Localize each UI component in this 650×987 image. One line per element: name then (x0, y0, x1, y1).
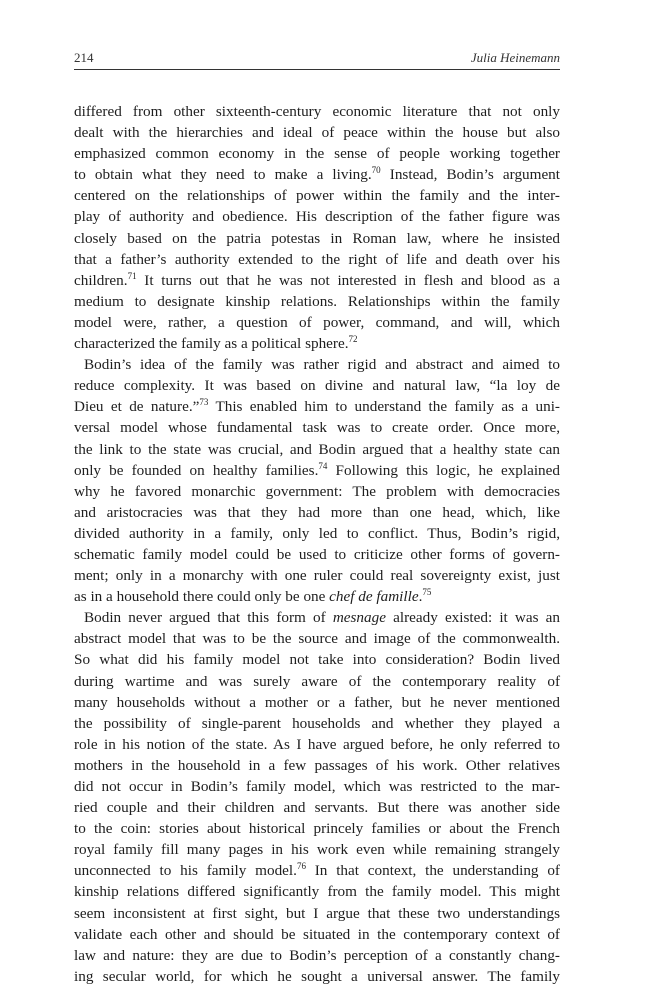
line-text: abstract model that was to be the source and image of the commonwealth. (74, 630, 560, 648)
text-line (74, 291, 560, 312)
line-text: dealt with the hierarchies and ideal of peace within the house but also (74, 124, 560, 142)
line-text: seem inconsistent at first sight, but I argue that these two understandings (74, 904, 560, 922)
text-line (74, 607, 560, 628)
text-line (74, 755, 560, 776)
footnote-ref: 75 (422, 587, 432, 598)
line-text: mothers in the household in a few passages of his work. Other relatives (74, 756, 560, 774)
line-text: divided authority in a family, only led to conflict. Thus, Bodin’s rigid, (74, 524, 560, 542)
line-text: many households without a mother or a father, but he never mentioned (74, 693, 560, 711)
line-text: the link to the state was crucial, and Bodin argued that a healthy state can (74, 440, 560, 458)
line-text: schematic family model could be used to criticize other forms of govern- (74, 545, 560, 563)
text-line (74, 586, 560, 607)
line-text: to the coin: stories about historical princely families or about the French (74, 820, 560, 838)
line-text: kinship relations differed significantly from the family model. This might (74, 883, 560, 901)
text-line (74, 333, 560, 354)
text-line (74, 797, 560, 818)
line-text: did not occur in Bodin’s family model, which was restricted to the mar- (74, 778, 560, 795)
text-line (74, 860, 560, 881)
text-line (74, 228, 560, 249)
line-text: versal model whose fundamental task was to create order. Once more, (74, 419, 560, 437)
line-text: during wartime and was surely aware of the contemporary reality of (74, 672, 560, 690)
text-line (74, 101, 560, 122)
text-line (74, 481, 560, 502)
text-line (74, 544, 560, 565)
text-line (74, 776, 560, 797)
text-line (74, 924, 560, 945)
text-line (74, 523, 560, 544)
text-line (74, 122, 560, 143)
line-text: play of authority and obedience. His description of the father figure was (74, 208, 560, 226)
line-text: the possibility of single-parent households and whether they played a (74, 714, 560, 732)
line-text: This enabled him to understand the family as a uni- (208, 398, 560, 416)
text-line (74, 671, 560, 692)
line-text: unconnected to his family model. (74, 862, 297, 880)
text-line (74, 185, 560, 206)
text-line (74, 945, 560, 966)
header-rule (74, 69, 560, 70)
line-text: closely based on the patria potestas in Roman law, where he insisted (74, 229, 560, 247)
text-line (74, 966, 560, 987)
text-line (74, 713, 560, 734)
line-text: differed from other sixteenth-century economic literature that not only (74, 103, 560, 120)
line-text: why he favored monarchic government: The problem with democracies (74, 482, 560, 500)
text-line (74, 692, 560, 713)
line-text: ment; only in a monarchy with one ruler could real sovereignty exist, just (74, 567, 560, 585)
footnote-ref: 76 (296, 861, 306, 872)
text-line (74, 164, 560, 185)
italic-term: chef de famille (329, 588, 419, 606)
line-text: to obtain what they need to make a living. (74, 166, 372, 184)
line-text: . (418, 588, 423, 606)
body-text (74, 101, 560, 987)
line-text: ried couple and their children and servants. But there was another side (74, 799, 560, 817)
line-text: as in a household there could only be one (74, 588, 330, 606)
text-line (74, 417, 560, 438)
text-line (74, 439, 560, 460)
line-text: validate each other and should be situated in the contemporary context of (74, 925, 560, 943)
line-text: It turns out that he was not interested in flesh and blood as a (136, 271, 560, 289)
line-text: Bodin never argued that this form of (84, 609, 333, 627)
line-text: ing secular world, for which he sought a universal answer. The family (74, 967, 560, 985)
line-text: already existed: it was an (385, 609, 561, 627)
line-text: Instead, Bodin’s argument (380, 166, 560, 184)
footnote-ref: 72 (348, 334, 358, 345)
text-line (74, 649, 560, 670)
text-line (74, 312, 560, 333)
text-line (74, 270, 560, 291)
footnote-ref: 71 (127, 270, 137, 281)
text-line (74, 818, 560, 839)
text-line (74, 396, 560, 417)
text-line (74, 460, 560, 481)
text-line (74, 565, 560, 586)
line-text: In that context, the understanding of (305, 862, 560, 880)
text-line (74, 354, 560, 375)
line-text: Dieu et de nature.” (74, 398, 200, 416)
line-text: law and nature: they are due to Bodin’s perception of a constantly chang- (74, 946, 560, 964)
line-text: model were, rather, a question of power, command, and will, which (74, 313, 560, 331)
line-text: royal family fill many pages in his work even while remaining strangely (74, 841, 560, 859)
line-text: So what did his family model not take into consideration? Bodin lived (74, 651, 560, 669)
text-line (74, 734, 560, 755)
page-number: 214 (74, 50, 94, 65)
footnote-ref: 74 (318, 460, 328, 471)
line-text: Bodin’s idea of the family was rather rigid and abstract and aimed to (84, 356, 560, 374)
text-line (74, 881, 560, 902)
footnote-ref: 70 (371, 165, 381, 176)
running-head-author: Julia Heinemann (470, 50, 560, 65)
line-text: that a father’s authority extended to the right of life and death over his (74, 250, 560, 268)
text-line (74, 628, 560, 649)
text-line (74, 839, 560, 860)
text-line (74, 143, 560, 164)
italic-term: mesnage (332, 609, 386, 627)
line-text: Following this logic, he explained (327, 461, 560, 479)
text-line (74, 375, 560, 396)
line-text: and aristocracies was that they had more than one head, which, like (74, 503, 560, 521)
line-text: emphasized common economy in the sense of people working together (74, 145, 560, 163)
text-line (74, 502, 560, 523)
text-line (74, 249, 560, 270)
text-line (74, 903, 560, 924)
line-text: medium to designate kinship relations. Relationships within the family (74, 292, 560, 310)
line-text: characterized the family as a political sphere. (74, 335, 349, 353)
line-text: only be founded on healthy families. (74, 461, 319, 479)
footnote-ref: 73 (199, 397, 209, 408)
line-text: centered on the relationships of power within the family and the inter- (74, 187, 560, 205)
line-text: reduce complexity. It was based on divine and natural law, “la loy de (74, 377, 560, 395)
line-text: children. (74, 271, 128, 289)
line-text: role in his notion of the state. As I have argued before, he only referred to (74, 735, 560, 753)
text-line (74, 206, 560, 227)
